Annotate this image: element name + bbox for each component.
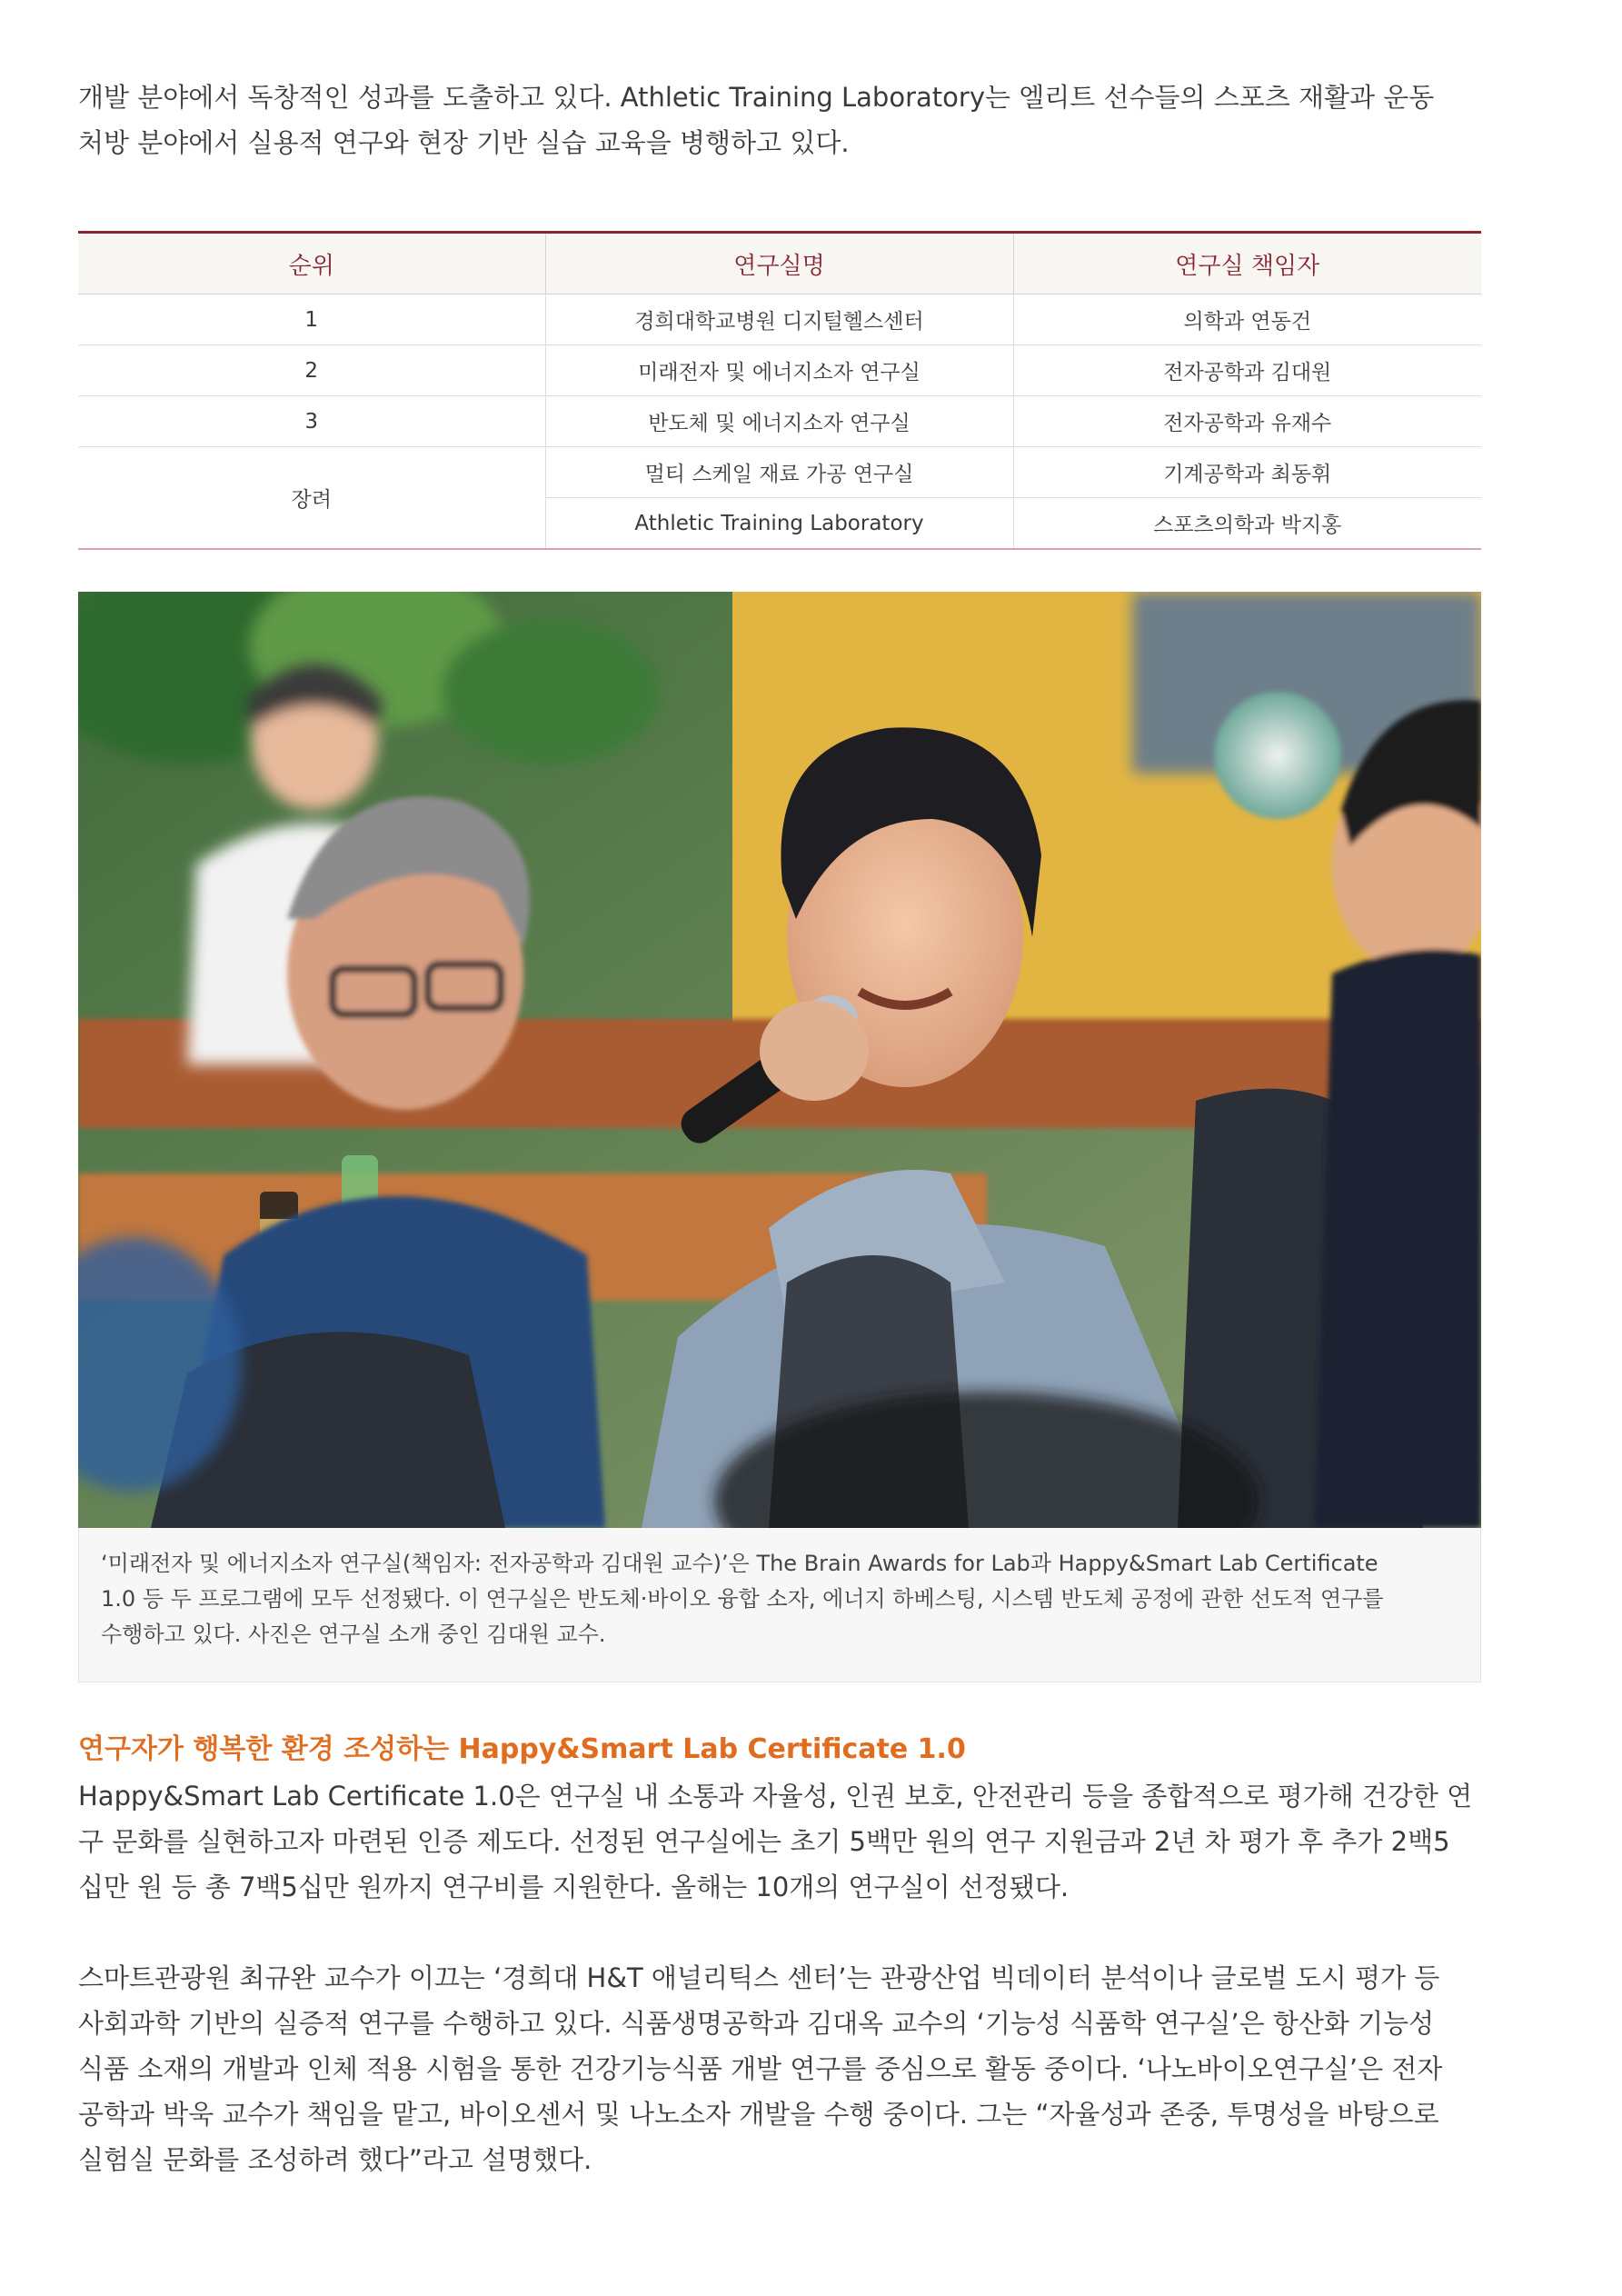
lab-head-cell: 스포츠의학과 박지홍 (1013, 498, 1481, 550)
rank-cell: 3 (78, 396, 545, 447)
table-row (78, 345, 1481, 396)
lab-name-cell: 미래전자 및 에너지소자 연구실 (545, 345, 1013, 396)
body-paragraph (78, 1773, 1481, 1910)
body-paragraph (78, 1955, 1481, 2182)
body-line: Happy&Smart Lab Certificate 1.0은 연구실 내 소통과 자율성, 인권 보호, 안전관리 등을 종합적으로 평가해 건강한 연 (78, 1781, 1473, 1812)
lab-name-cell: 멀티 스케일 재료 가공 연구실 (545, 447, 1013, 498)
lab-name-cell: 경희대학교병원 디지털헬스센터 (545, 294, 1013, 345)
intro-line: 개발 분야에서 독창적인 성과를 도출하고 있다. Athletic Training Laboratory는 엘리트 선수들의 스포츠 재활과 운동 (78, 82, 1435, 113)
table-row (78, 294, 1481, 345)
section-heading: 연구자가 행복한 환경 조성하는 Happy&Smart Lab Certificate 1.0 (78, 1733, 966, 1765)
body-line: 스마트관광원 최규완 교수가 이끄는 ‘경희대 H&T 애널리틱스 센터’는 관광산업 빅데이터 분석이나 글로벌 도시 평가 등 (78, 1962, 1440, 1993)
body-line: 실험실 문화를 조성하려 했다”라고 설명했다. (78, 2144, 592, 2175)
photo-caption (78, 1528, 1481, 1682)
header-lab-head: 연구실 책임자 (1013, 233, 1481, 294)
caption-line: ‘미래전자 및 에너지소자 연구실(책임자: 전자공학과 김대원 교수)’은 The Brain Awards for Lab과 Happy&Smart Lab Certificate (101, 1551, 1378, 1576)
body-line: 사회과학 기반의 실증적 연구를 수행하고 있다. 식품생명공학과 김대옥 교수의 ‘기능성 식품학 연구실’은 항산화 기능성 (78, 2008, 1435, 2039)
lab-head-cell: 전자공학과 김대원 (1013, 345, 1481, 396)
rank-cell: 장려 (78, 447, 545, 550)
table-header-row (78, 233, 1481, 294)
caption-line: 1.0 등 두 프로그램에 모두 선정됐다. 이 연구실은 반도체·바이오 융합 소자, 에너지 하베스팅, 시스템 반도체 공정에 관한 선도적 연구를 (101, 1586, 1384, 1612)
body-line: 공학과 박욱 교수가 책임을 맡고, 바이오센서 및 나노소자 개발을 수행 중이다. 그는 “자율성과 존중, 투명성을 바탕으로 (78, 2099, 1439, 2130)
header-lab-name: 연구실명 (545, 233, 1013, 294)
intro-paragraph (78, 75, 1481, 165)
body-line: 구 문화를 실현하고자 마련된 인증 제도다. 선정된 연구실에는 초기 5백만 원의 연구 지원금과 2년 차 평가 후 추가 2백5 (78, 1826, 1450, 1857)
body-line: 십만 원 등 총 7백5십만 원까지 연구비를 지원한다. 올해는 10개의 연구실이 선정됐다. (78, 1872, 1070, 1902)
lab-head-cell: 의학과 연동건 (1013, 294, 1481, 345)
rank-cell: 2 (78, 345, 545, 396)
caption-line: 수행하고 있다. 사진은 연구실 소개 중인 김대원 교수. (101, 1622, 606, 1647)
lab-name-cell: 반도체 및 에너지소자 연구실 (545, 396, 1013, 447)
lab-head-cell: 전자공학과 유재수 (1013, 396, 1481, 447)
rank-cell: 1 (78, 294, 545, 345)
body-line: 식품 소재의 개발과 인체 적용 시험을 통한 건강기능식품 개발 연구를 중심으로 활동 중이다. ‘나노바이오연구실’은 전자 (78, 2053, 1443, 2084)
table-row (78, 396, 1481, 447)
lab-name-cell: Athletic Training Laboratory (545, 498, 1013, 550)
intro-line: 처방 분야에서 실용적 연구와 현장 기반 실습 교육을 병행하고 있다. (78, 127, 850, 158)
table-row (78, 447, 1481, 498)
lab-ranking-table (78, 231, 1481, 550)
article-photo (78, 592, 1481, 1528)
header-rank: 순위 (78, 233, 545, 294)
lab-head-cell: 기계공학과 최동휘 (1013, 447, 1481, 498)
